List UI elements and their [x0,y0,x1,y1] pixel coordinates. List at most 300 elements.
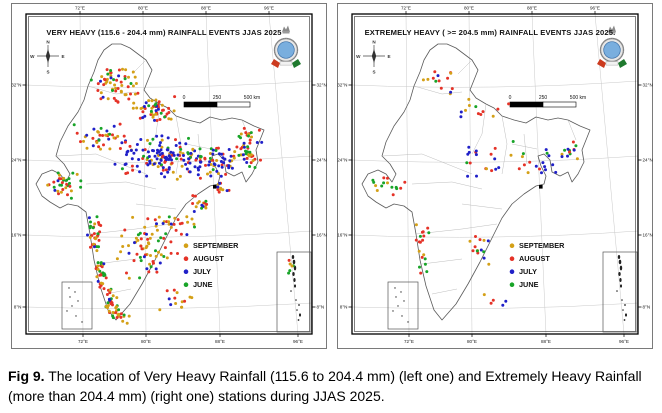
station-dot [154,113,157,116]
station-dot [472,249,475,252]
station-dot [573,149,576,152]
station-dot [446,77,449,80]
station-dot [173,109,176,112]
station-dot [216,186,219,189]
station-dot [467,146,470,149]
station-dot [563,149,566,152]
station-dot [155,222,158,225]
station-dot [159,118,162,121]
station-dot [100,75,103,78]
station-dot [487,239,490,242]
station-dot [176,252,179,255]
station-dot [156,229,159,232]
station-dot [97,268,100,271]
station-dot [97,261,100,264]
station-dot [574,144,577,147]
station-dot [120,235,123,238]
station-dot [183,300,186,303]
station-dot [200,207,203,210]
station-dot [170,226,173,229]
station-dot [218,182,221,185]
station-dot [376,189,379,192]
station-dot [104,134,107,137]
station-dot [449,91,452,94]
station-dot [145,101,148,104]
station-dot [469,240,472,243]
station-dot [168,215,171,218]
station-dot [156,157,159,160]
station-dot [97,82,100,85]
station-dot [246,145,249,148]
station-dot [95,249,98,252]
station-dot [197,167,200,170]
station-dot [117,308,120,311]
station-dot [392,193,395,196]
station-dot [199,177,202,180]
station-dot [179,148,182,151]
station-dot [166,171,169,174]
station-dot [111,133,114,136]
station-dot [169,151,172,154]
station-dot [170,118,173,121]
station-dot [104,78,107,81]
station-dot [158,100,161,103]
station-dot [141,110,144,113]
station-dot [193,223,196,226]
station-dot [107,97,110,100]
station-dot [160,112,163,115]
station-dot [124,141,127,144]
station-dot [380,185,383,188]
station-dot [99,148,102,151]
station-dot [105,276,108,279]
station-dot [132,107,135,110]
station-dot [136,143,139,146]
station-dot [162,237,165,240]
station-dot [171,162,174,165]
station-dot [127,85,130,88]
station-dot [151,149,154,152]
figure-caption-label: Fig 9. [8,368,45,384]
station-dot [120,90,123,93]
station-dot [243,142,246,145]
station-dot [222,161,225,164]
station-dot [114,311,117,314]
station-dot [216,188,219,191]
station-dot [437,74,440,77]
station-dot [133,259,136,262]
station-dot [148,155,151,158]
station-dot [53,189,56,192]
station-dot [97,280,100,283]
station-dot [432,77,435,80]
station-dot [466,153,469,156]
station-dot [68,177,71,180]
station-dot [176,291,179,294]
station-dot [475,150,478,153]
scale-bar-label: 250 [212,95,222,101]
station-dot [138,276,141,279]
legend-dot [510,269,515,274]
lat-tick-label: 8°N [13,304,22,310]
station-dot [123,229,126,232]
station-dot [187,137,190,140]
station-dot [147,242,150,245]
station-dot [490,302,493,305]
station-dot [65,183,68,186]
station-dot [386,177,389,180]
lat-tick-label: 32°N [11,82,22,88]
station-dot [98,134,101,137]
station-dot [95,275,98,278]
station-dot [142,149,145,152]
station-dot [226,189,229,192]
station-dot [73,123,76,126]
station-dot [163,175,166,178]
station-dot [250,136,253,139]
station-dot [494,168,497,171]
station-dot [158,162,161,165]
station-dot [135,107,138,110]
station-dot [137,158,140,161]
station-dot [199,161,202,164]
station-dot [395,187,398,190]
legend-item-label: SEPTEMBER [519,241,565,250]
legend-dot [184,243,189,248]
station-dot [57,192,60,195]
station-dot [465,161,468,164]
station-dot [545,148,548,151]
station-dot [127,244,130,247]
station-dot [157,251,160,254]
station-dot [245,161,248,164]
legend-item-label: AUGUST [193,254,224,263]
compass-letter: N [46,39,50,45]
station-dot [374,184,377,187]
station-dot [161,104,164,107]
station-dot [415,239,418,242]
station-dot [140,259,143,262]
lon-tick-label: 88°E [526,5,538,11]
station-dot [424,263,427,266]
station-dot [95,236,98,239]
station-dot [131,165,134,168]
station-dot [120,81,123,84]
station-dot [121,167,124,170]
station-dot [114,90,117,93]
station-dot [126,322,129,325]
compass-letter: E [61,53,65,59]
station-dot [204,207,207,210]
legend-dot [184,256,189,261]
station-dot [185,233,188,236]
station-dot [510,154,513,157]
station-dot [173,297,176,300]
station-dot [121,245,124,248]
station-dot [125,93,128,96]
station-dot [125,272,128,275]
station-dot [179,175,182,178]
station-dot [82,140,85,143]
station-dot [111,314,114,317]
station-dot [199,147,202,150]
station-dot [233,150,236,153]
station-dot [419,272,422,275]
station-dot [207,164,210,167]
station-dot [181,165,184,168]
station-dot [127,98,130,101]
station-dot [143,105,146,108]
station-dot [162,255,165,258]
station-dot [150,110,153,113]
station-dot [166,289,169,292]
station-dot [246,150,249,153]
station-dot [162,169,165,172]
station-dot [154,104,157,107]
station-dot [79,179,82,182]
station-dot [85,134,88,137]
station-dot [185,215,188,218]
scale-bar-label: 0 [508,95,512,101]
station-dot [58,174,61,177]
station-dot [117,87,120,90]
station-dot [422,78,425,81]
map-panel-extremely-heavy [337,3,653,349]
station-dot [158,216,161,219]
station-dot [174,302,177,305]
station-dot [199,155,202,158]
station-dot [145,246,148,249]
station-dot [399,187,402,190]
station-dot [174,138,177,141]
station-dot [142,155,145,158]
station-dot [100,282,103,285]
station-dot [124,77,127,80]
station-dot [209,171,212,174]
station-dot [157,165,160,168]
station-dot [180,233,183,236]
station-dot [92,243,95,246]
station-dot [61,188,64,191]
station-dot [147,150,150,153]
station-dot [146,139,149,142]
station-dot [120,312,123,315]
station-dot [523,163,526,166]
station-dot [128,315,131,318]
station-dot [164,232,167,235]
station-dot [238,135,241,138]
scale-bar-labels [183,95,261,101]
station-dot [163,116,166,119]
station-dot [161,139,164,142]
station-dot [116,135,119,138]
lat-tick-label: 24°N [642,157,653,163]
station-dot [149,254,152,257]
station-dot [191,148,194,151]
station-dot [76,173,79,176]
station-dot [427,231,430,234]
station-dot [92,128,95,131]
legend-dot [184,282,189,287]
legend-dot [184,269,189,274]
station-dot [258,129,261,132]
station-dot [146,238,149,241]
station-dot [424,257,427,260]
station-dot [141,116,144,119]
station-dot [163,161,166,164]
station-dot [91,137,94,140]
station-dot [248,165,251,168]
station-dot [260,141,263,144]
station-dot [438,79,441,82]
station-dot [120,141,123,144]
station-dot [97,145,100,148]
station-dot [149,162,152,165]
lon-tick-label: 88°E [214,339,226,344]
station-dot [426,227,429,230]
station-dot [492,299,495,302]
station-dot [180,158,183,161]
station-dot [157,108,160,111]
station-dot [231,167,234,170]
station-dot [79,186,82,189]
station-dot [52,181,55,184]
station-dot [119,316,122,319]
station-dot [189,152,192,155]
station-dot [479,238,482,241]
station-dot [162,222,165,225]
station-dot [167,111,170,114]
station-dot [554,171,557,174]
station-dot [497,166,500,169]
station-dot [96,130,99,133]
compass-letter: W [356,53,361,59]
lat-tick-label: 8°N [642,304,651,310]
station-dot [93,232,96,235]
station-dot [98,139,101,142]
station-dot [93,222,96,225]
lon-tick-label: 96°E [263,5,275,11]
compass-letter: S [46,69,50,75]
lat-tick-label: 32°N [337,82,348,88]
station-dot [92,226,95,229]
station-dot [547,154,550,157]
station-dot [86,147,89,150]
station-dot [512,140,515,143]
station-dot [440,87,443,90]
station-dot [215,149,218,152]
lat-tick-label: 16°N [642,232,653,238]
station-dot [114,163,117,166]
station-dot [422,230,425,233]
station-dot [99,224,102,227]
station-dot [160,253,163,256]
station-dot [160,148,163,151]
station-dot [164,246,167,249]
station-dot [155,135,158,138]
station-dot [403,181,406,184]
station-dot [151,233,154,236]
station-dot [160,134,163,137]
station-dot [487,263,490,266]
station-dot [162,166,165,169]
station-dot [68,185,71,188]
station-dot [102,143,105,146]
station-dot [108,133,111,136]
station-dot [247,135,250,138]
station-dot [103,272,106,275]
station-dot [518,167,521,170]
scale-bar-labels [509,95,587,101]
station-dot [88,216,91,219]
station-dot [243,127,246,130]
station-dot [259,159,262,162]
station-dot [288,259,291,262]
station-dot [138,170,141,173]
station-dot [422,253,425,256]
station-dot [467,98,470,101]
station-dot [132,102,135,105]
station-dot [178,142,181,145]
legend-dot [510,243,515,248]
station-dot [173,223,176,226]
station-dot [135,82,138,85]
station-dot [480,249,483,252]
station-dot [70,197,73,200]
station-dot [154,99,157,102]
station-dot [243,146,246,149]
station-dot [504,300,507,303]
station-dot [477,112,480,115]
station-dot [434,80,437,83]
station-dot [128,252,131,255]
legend-item-label: JULY [193,267,211,276]
station-dot [418,250,421,253]
station-dot [89,226,92,229]
station-dot [128,277,131,280]
station-dot [151,138,154,141]
station-dot [140,107,143,110]
station-dot [170,252,173,255]
station-dot [160,172,163,175]
station-dot [149,237,152,240]
station-dot [175,157,178,160]
station-dot [120,84,123,87]
station-dot [459,115,462,118]
station-dot [121,68,124,71]
station-dot [116,316,119,319]
station-dot [240,133,243,136]
station-dot [492,115,495,118]
station-dot [191,218,194,221]
lon-tick-label: 72°E [77,339,89,344]
station-dot [107,138,110,141]
station-dot [153,162,156,165]
station-dot [206,173,209,176]
station-dot [490,169,493,172]
station-dot [64,186,67,189]
station-dot [140,237,143,240]
station-dot [68,182,71,185]
station-dot [180,306,183,309]
station-dot [211,159,214,162]
station-dot [155,271,158,274]
station-dot [572,141,575,144]
station-dot [194,159,197,162]
station-dot [230,155,233,158]
station-dot [119,123,122,126]
station-dot [160,159,163,162]
